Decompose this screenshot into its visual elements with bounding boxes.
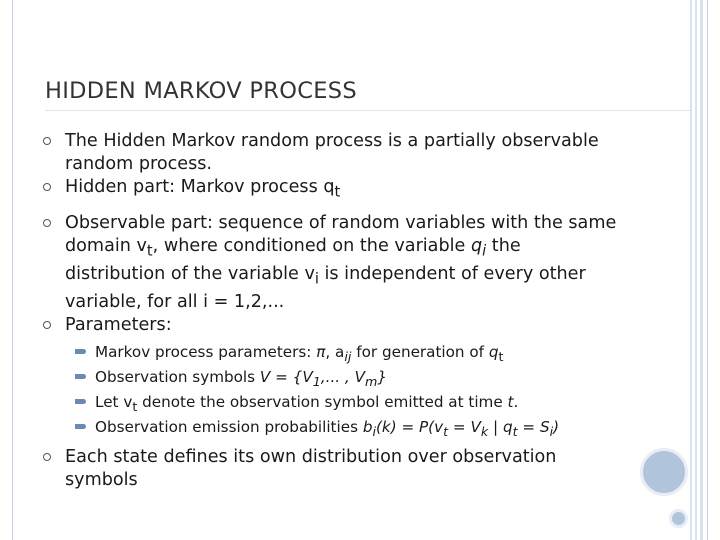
circle-bullet-icon [43, 453, 51, 461]
title-divider [45, 110, 690, 111]
arrow-bullet-icon [75, 399, 86, 404]
bullet-text: The Hidden Markov random process is a partially observable random process. [65, 131, 599, 174]
arrow-bullet-icon [75, 349, 86, 354]
sub-bullet-emission-probabilities: Observation emission probabilities $b_i(k) = P(v_t = V_k$ | $q_t = S_i$) [95, 417, 615, 442]
bullet-text: the distribution of the variable v [65, 235, 521, 285]
bullet-text: Each state defines its own distribution over observation symbols [65, 447, 557, 490]
subscript: i [482, 242, 487, 260]
arrow-bullet-icon [75, 374, 86, 379]
circle-bullet-icon [43, 219, 51, 227]
circle-bullet-icon [43, 321, 51, 329]
bullet-state-distribution [65, 446, 625, 492]
bullet-text: Observable part: sequence of random variables with the same domain v [65, 213, 617, 256]
bullet-text: is independent of every other variable, for all i = 1,2,... [65, 264, 586, 313]
bullet-text: Parameters: [65, 315, 172, 335]
decorative-bar [690, 0, 692, 540]
subscript: t [334, 183, 341, 201]
decorative-circle-small [669, 509, 688, 528]
arrow-bullet-icon [75, 424, 86, 429]
math-var: π [316, 343, 326, 361]
circle-bullet-icon [43, 183, 51, 191]
sub-bullet-markov-params: Markov process parameters: π, $a_{ij}$ for generation of $q_t$ [95, 342, 615, 367]
bullet-hidden-markov-definition [65, 130, 625, 176]
bullet-text: Hidden part: Markov process q [65, 177, 335, 197]
sub-bullet-observation-symbols: Observation symbols $V = \{V_1$,... , $V_m$} [95, 367, 615, 392]
bullet-text: , where conditioned on the variable [152, 235, 471, 256]
bullet-hidden-part [65, 176, 625, 204]
math-var: q [470, 235, 483, 256]
bullet-observable-part [65, 212, 625, 314]
subscript: t [146, 242, 153, 260]
subscript: i [314, 270, 319, 288]
decorative-bar [700, 0, 703, 540]
sub-bullet-emitted-symbol: Let $v_t$ denote the observation symbol emitted at time t. [95, 392, 615, 417]
decorative-circle [640, 448, 688, 496]
bullet-parameters [65, 314, 625, 337]
slide-title: HIDDEN MARKOV PROCESS [45, 78, 357, 104]
circle-bullet-icon [43, 137, 51, 145]
decorative-bar [695, 0, 697, 540]
